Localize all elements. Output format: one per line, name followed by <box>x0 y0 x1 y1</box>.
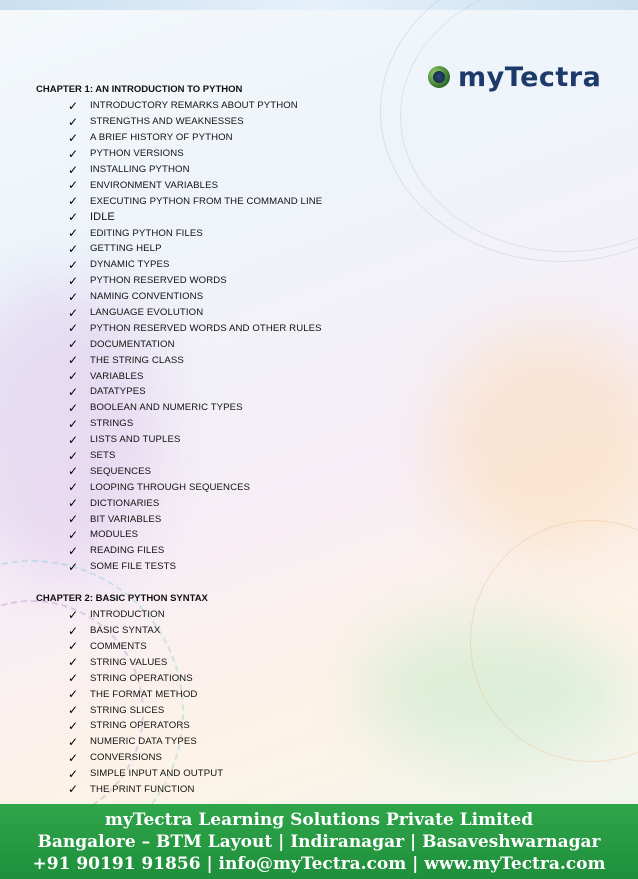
topic-label: INTRODUCTORY REMARKS ABOUT PYTHON <box>90 100 298 112</box>
checkmark-icon: ✓ <box>68 496 79 511</box>
footer-locations: Bangalore – BTM Layout | Indiranagar | Basaveshwarnagar <box>37 831 601 852</box>
topic-item <box>36 114 596 130</box>
topic-label: A BRIEF HISTORY OF PYTHON <box>90 132 233 144</box>
topic-label: STRING OPERATORS <box>90 720 190 732</box>
checkmark-icon: ✓ <box>68 512 79 527</box>
checkmark-icon: ✓ <box>68 273 79 288</box>
topic-item <box>36 448 596 464</box>
checkmark-icon: ✓ <box>68 448 79 463</box>
topic-label: DATATYPES <box>90 386 146 398</box>
topic-item <box>36 670 596 686</box>
topic-item <box>36 320 596 336</box>
topic-item <box>36 511 596 527</box>
topic-item <box>36 479 596 495</box>
topic-item <box>36 782 596 798</box>
topic-label: THE STRING CLASS <box>90 354 184 366</box>
topic-label: EXECUTING PYTHON FROM THE COMMAND LINE <box>90 195 323 207</box>
checkmark-icon: ✓ <box>68 750 79 765</box>
topic-label: BOOLEAN AND NUMERIC TYPES <box>90 402 243 414</box>
checkmark-icon: ✓ <box>68 655 79 670</box>
checkmark-icon: ✓ <box>68 703 79 717</box>
checkmark-icon: ✓ <box>68 289 79 304</box>
topic-item <box>36 273 596 289</box>
checkmark-icon: ✓ <box>68 114 79 129</box>
topic-item <box>36 527 596 543</box>
footer-contact: +91 90191 91856 | info@myTectra.com | www.myTectra.com <box>32 853 606 874</box>
topic-label: PYTHON RESERVED WORDS AND OTHER RULES <box>90 322 322 334</box>
checkmark-icon: ✓ <box>68 559 79 574</box>
topic-label: CONVERSIONS <box>90 752 162 764</box>
topic-item <box>36 130 596 146</box>
checkmark-icon: ✓ <box>68 687 79 702</box>
topic-label: DICTIONARIES <box>90 497 160 509</box>
checkmark-icon: ✓ <box>68 353 79 368</box>
topic-item <box>36 289 596 305</box>
topic-item <box>36 400 596 416</box>
topic-label: SEQUENCES <box>90 465 152 477</box>
checkmark-icon: ✓ <box>68 305 79 320</box>
topic-item <box>36 639 596 655</box>
checkmark-icon: ✓ <box>68 98 79 113</box>
topic-label: VARIABLES <box>90 370 144 382</box>
topic-item <box>36 193 596 209</box>
topic-item <box>36 225 596 241</box>
topic-label: GETTING HELP <box>90 243 162 255</box>
topic-label: STRING SLICES <box>90 704 165 716</box>
topic-item <box>36 241 596 257</box>
topic-item <box>36 766 596 782</box>
topic-label: LOOPING THROUGH SEQUENCES <box>90 481 251 493</box>
checkmark-icon: ✓ <box>68 639 79 654</box>
topic-item <box>36 146 596 162</box>
checkmark-icon: ✓ <box>68 734 79 749</box>
topic-item <box>36 559 596 575</box>
checkmark-icon: ✓ <box>68 337 79 352</box>
checkmark-icon: ✓ <box>68 241 79 256</box>
checkmark-icon: ✓ <box>68 464 79 479</box>
checkmark-icon: ✓ <box>68 623 79 638</box>
topic-item <box>36 257 596 273</box>
checkmark-icon: ✓ <box>68 416 79 431</box>
topic-item <box>36 607 596 623</box>
checkmark-icon: ✓ <box>68 400 79 415</box>
footer-banner <box>0 804 638 879</box>
chapter-heading: CHAPTER 1: AN INTRODUCTION TO PYTHON <box>36 84 243 95</box>
checkmark-icon: ✓ <box>68 210 79 225</box>
checkmark-icon: ✓ <box>68 671 79 686</box>
checkmark-icon: ✓ <box>68 384 79 399</box>
topic-label: LANGUAGE EVOLUTION <box>90 307 204 319</box>
checkmark-icon: ✓ <box>68 321 79 336</box>
checkmark-icon: ✓ <box>68 432 79 447</box>
topic-label: COMMENTS <box>90 640 147 652</box>
topic-label: STRINGS <box>90 418 134 430</box>
topic-label: THE FORMAT METHOD <box>90 688 198 700</box>
topic-label: STRENGTHS AND WEAKNESSES <box>90 116 244 128</box>
topic-item <box>36 734 596 750</box>
topic-item <box>36 654 596 670</box>
topic-item <box>36 416 596 432</box>
topic-label: SETS <box>90 450 116 462</box>
topic-label: MODULES <box>90 529 139 541</box>
topic-item <box>36 305 596 321</box>
topic-item <box>36 718 596 734</box>
checkmark-icon: ✓ <box>68 146 79 161</box>
syllabus-content <box>36 82 596 797</box>
checkmark-icon: ✓ <box>68 766 79 781</box>
topic-label: BIT VARIABLES <box>90 513 162 525</box>
topic-item <box>36 750 596 766</box>
topic-label: STRING VALUES <box>90 656 168 668</box>
checkmark-icon: ✓ <box>68 543 79 558</box>
topic-label: LISTS AND TUPLES <box>90 434 181 446</box>
checkmark-icon: ✓ <box>68 369 79 384</box>
topic-label: NAMING CONVENTIONS <box>90 291 204 303</box>
topic-label: DYNAMIC TYPES <box>90 259 170 271</box>
topic-item <box>36 686 596 702</box>
topic-item <box>36 543 596 559</box>
checkmark-icon: ✓ <box>68 130 79 145</box>
checkmark-icon: ✓ <box>68 480 79 495</box>
top-decorative-bar <box>0 0 638 10</box>
topic-item <box>36 177 596 193</box>
chapter-heading: CHAPTER 2: BASIC PYTHON SYNTAX <box>36 592 208 604</box>
topic-label: EDITING PYTHON FILES <box>90 227 203 239</box>
topic-item <box>36 368 596 384</box>
topic-item <box>36 432 596 448</box>
topic-item <box>36 495 596 511</box>
topic-item <box>36 352 596 368</box>
checkmark-icon: ✓ <box>68 718 79 733</box>
topic-item <box>36 162 596 178</box>
topic-label: ENVIRONMENT VARIABLES <box>90 179 219 191</box>
topic-item <box>36 336 596 352</box>
checkmark-icon: ✓ <box>68 527 79 542</box>
topic-label: SIMPLE INPUT AND OUTPUT <box>90 768 224 780</box>
topic-item <box>36 623 596 639</box>
logo-text: myTectra <box>458 61 602 93</box>
topic-list <box>36 98 596 575</box>
checkmark-icon: ✓ <box>68 226 79 241</box>
topic-label: DOCUMENTATION <box>90 338 175 350</box>
chapter-spacer <box>36 575 596 591</box>
topic-label: STRING OPERATIONS <box>90 672 193 684</box>
topic-item <box>36 463 596 479</box>
topic-label: PYTHON VERSIONS <box>90 148 184 160</box>
checkmark-icon: ✓ <box>68 194 79 209</box>
topic-label: INSTALLING PYTHON <box>90 164 190 175</box>
checkmark-icon: ✓ <box>68 607 79 622</box>
topic-label: INTRODUCTION <box>90 609 165 621</box>
topic-label: THE PRINT FUNCTION <box>90 783 195 795</box>
topic-label: SOME FILE TESTS <box>90 561 177 573</box>
footer-company: myTectra Learning Solutions Private Limited <box>104 809 534 830</box>
topic-label: IDLE <box>90 211 115 224</box>
checkmark-icon: ✓ <box>68 782 79 797</box>
topic-label: READING FILES <box>90 545 165 557</box>
topic-label: PYTHON RESERVED WORDS <box>90 275 227 287</box>
checkmark-icon: ✓ <box>68 162 79 177</box>
topic-label: NUMERIC DATA TYPES <box>90 736 197 748</box>
topic-item <box>36 209 596 225</box>
checkmark-icon: ✓ <box>68 257 79 272</box>
topic-label: BASIC SYNTAX <box>90 625 161 637</box>
checkmark-icon: ✓ <box>68 178 79 193</box>
topic-list <box>36 607 596 798</box>
topic-item <box>36 98 596 114</box>
topic-item <box>36 702 596 718</box>
topic-item <box>36 384 596 400</box>
